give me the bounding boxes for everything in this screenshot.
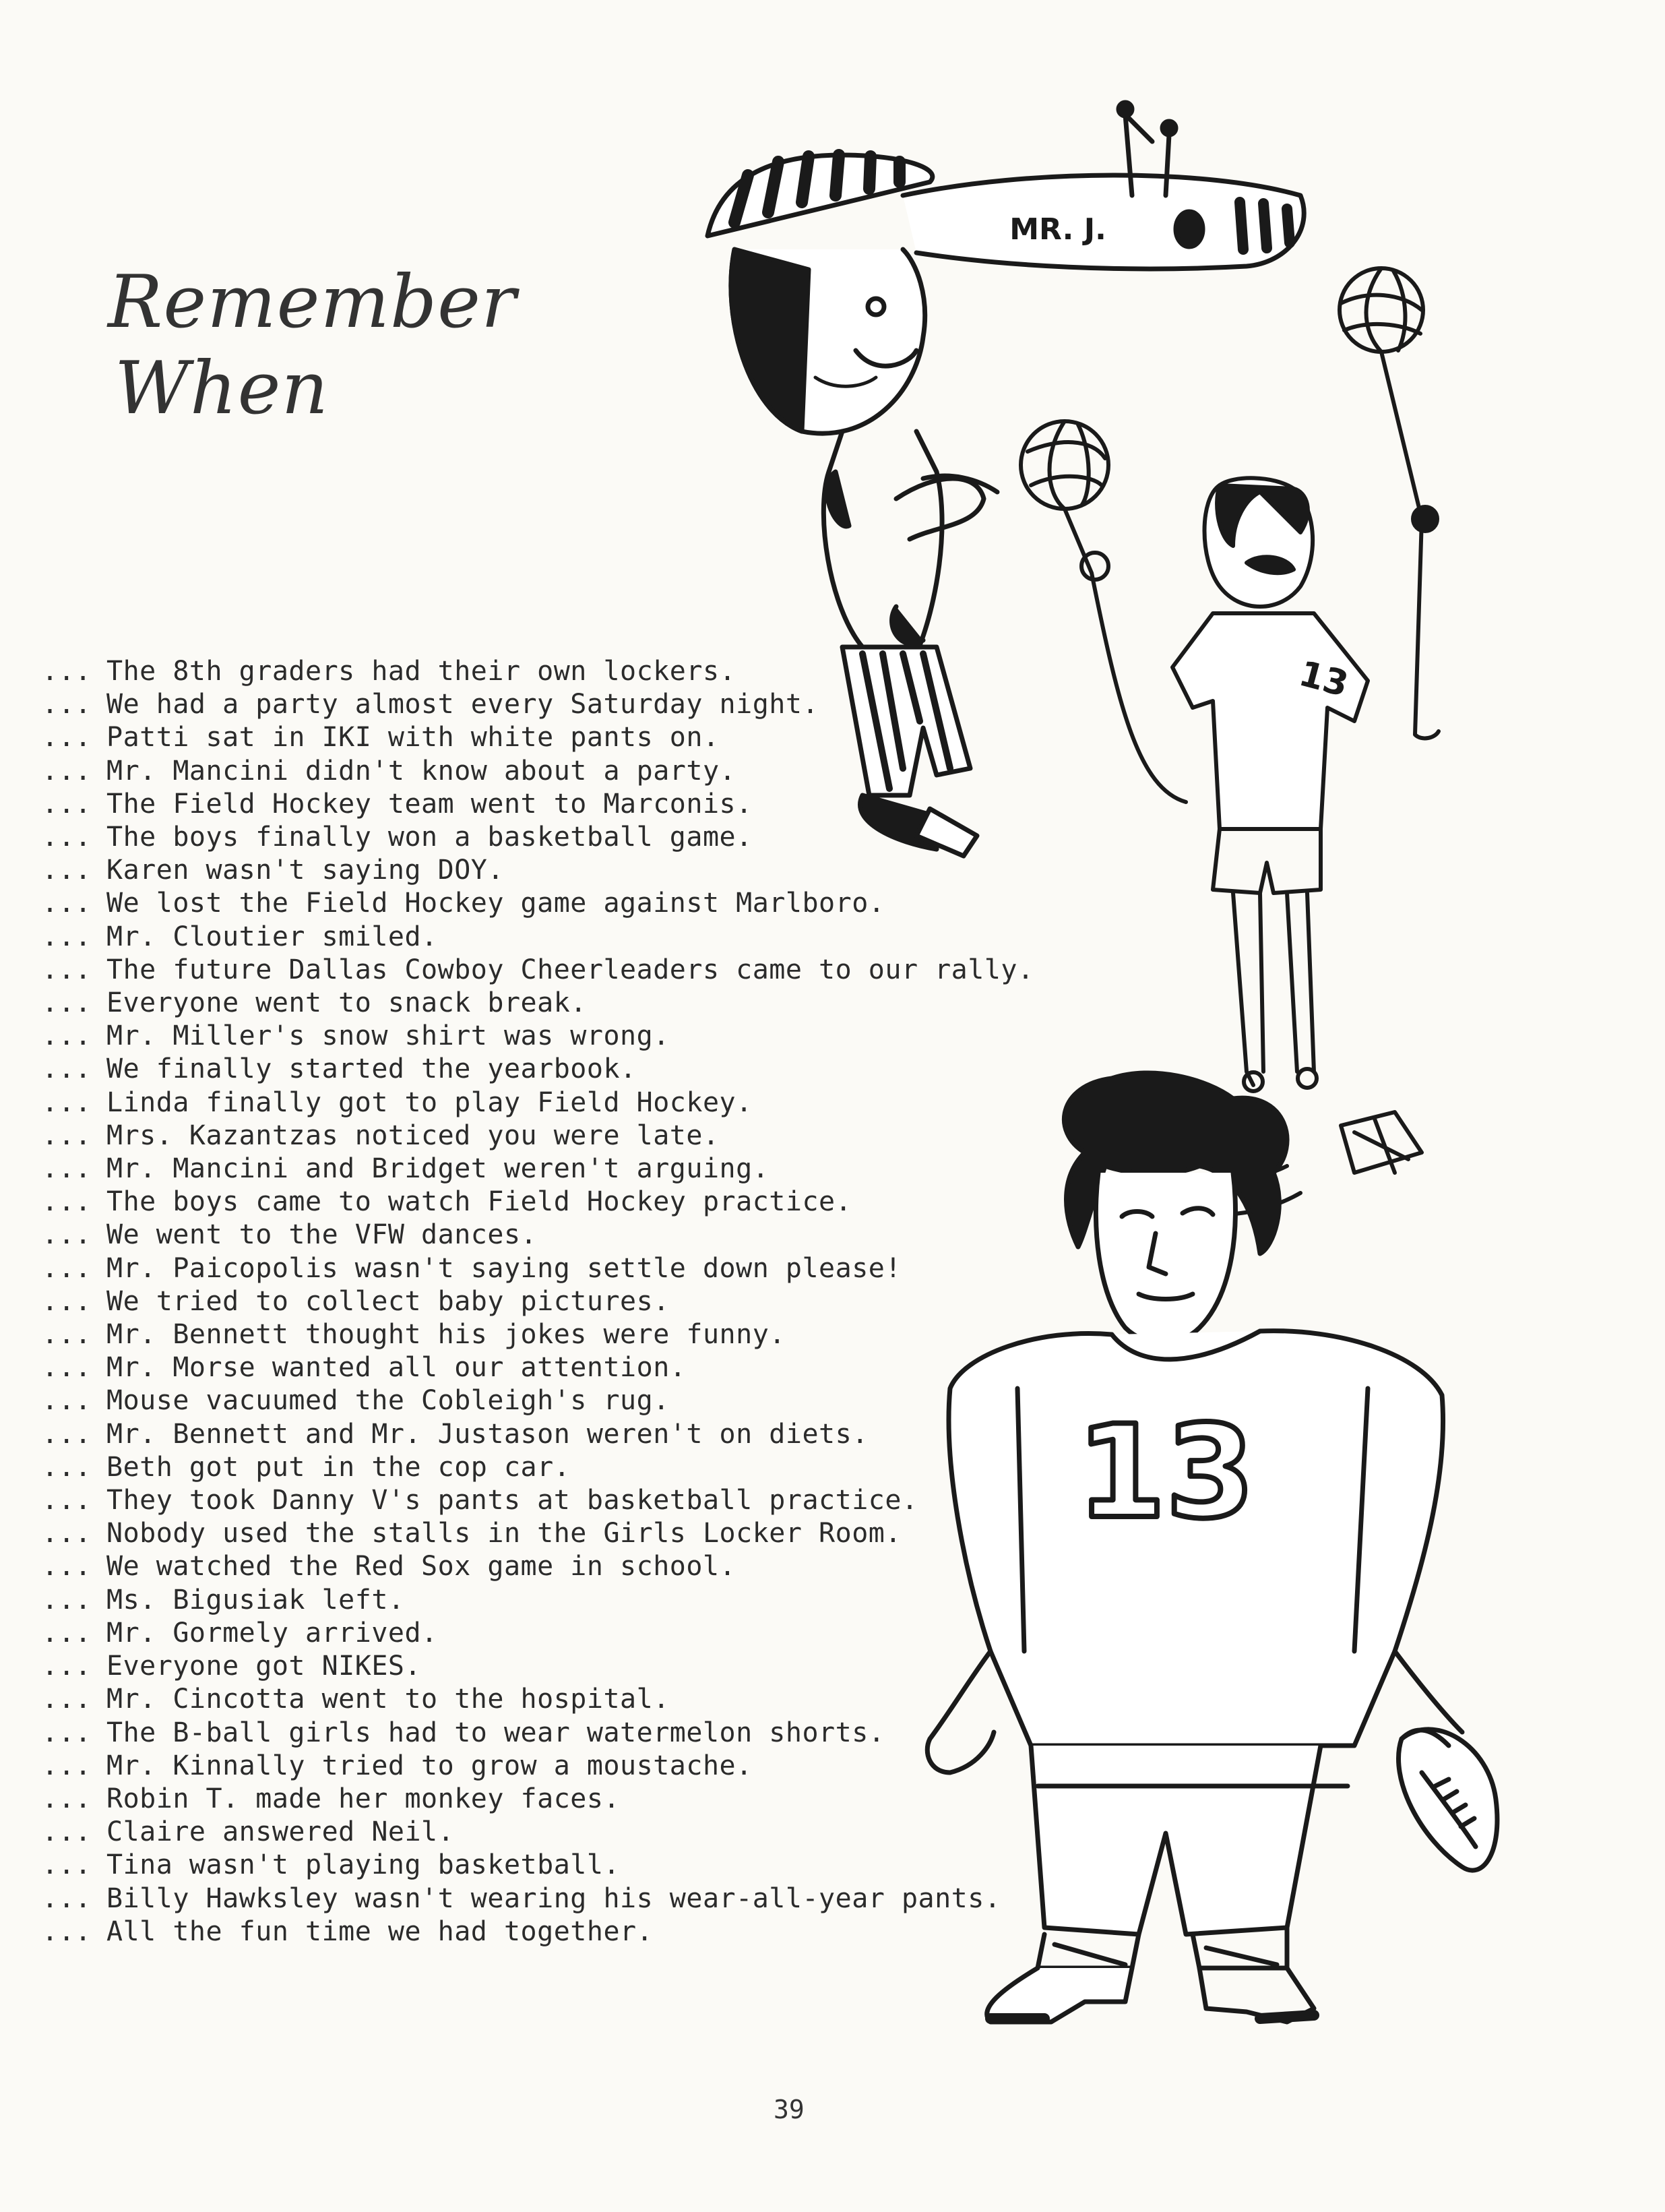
list-item: ... We tried to collect baby pictures. bbox=[42, 1285, 670, 1317]
list-item: ... We had a party almost every Saturday night. bbox=[42, 689, 819, 720]
jersey-number-large: 13 bbox=[1076, 1398, 1255, 1547]
list-item: ... Mouse vacuumed the Cobleigh's rug. bbox=[42, 1385, 670, 1417]
blimp-label: MR. J. bbox=[1009, 212, 1106, 247]
list-item: ... The Field Hockey team went to Marconis. bbox=[42, 788, 753, 820]
list-item: ... Mr. Kinnally tried to grow a moustache. bbox=[42, 1750, 753, 1781]
list-item: ... Mrs. Kazantzas noticed you were late. bbox=[42, 1119, 720, 1151]
list-item: ... Robin T. made her monkey faces. bbox=[42, 1783, 621, 1814]
list-item: ... Beth got put in the cop car. bbox=[42, 1451, 571, 1483]
list-item: ... Ms. Bigusiak left. bbox=[42, 1584, 405, 1616]
list-item: ... We went to the VFW dances. bbox=[42, 1219, 538, 1251]
list-item: ... Mr. Miller's snow shirt was wrong. bbox=[42, 1020, 670, 1052]
page-number: 39 bbox=[774, 2095, 805, 2124]
list-item: ... All the fun time we had together. bbox=[42, 1915, 654, 1947]
list-item: ... Claire answered Neil. bbox=[42, 1816, 455, 1848]
list-item: ... We finally started the yearbook. bbox=[42, 1053, 637, 1085]
list-item: ... We watched the Red Sox game in school. bbox=[42, 1551, 736, 1583]
football-player-drawing bbox=[883, 1072, 1530, 2056]
list-item: ... Mr. Morse wanted all our attention. bbox=[42, 1352, 687, 1384]
list-item: ... We lost the Field Hockey game against Marlboro. bbox=[42, 888, 885, 919]
list-item: ... Mr. Bennett and Mr. Justason weren't on diets. bbox=[42, 1418, 869, 1450]
list-item: ... Nobody used the stalls in the Girls Locker Room. bbox=[42, 1518, 902, 1549]
list-item: ... The boys finally won a basketball game. bbox=[42, 822, 753, 853]
list-item: ... Patti sat in IKI with white pants on. bbox=[42, 722, 720, 754]
list-item: ... The future Dallas Cowboy Cheerleaders came to our rally. bbox=[42, 954, 1034, 985]
title-line-1: Remember bbox=[108, 260, 517, 344]
list-item: ... Everyone got NIKES. bbox=[42, 1651, 422, 1682]
list-item: ... Tina wasn't playing basketball. bbox=[42, 1849, 621, 1881]
title-line-2: When bbox=[115, 346, 329, 431]
list-item: ... The B-ball girls had to wear watermelon shorts. bbox=[42, 1717, 885, 1748]
list-item: ... Mr. Paicopolis wasn't saying settle down please! bbox=[42, 1252, 902, 1284]
list-item: ... Mr. Gormely arrived. bbox=[42, 1617, 438, 1649]
list-item: ... Linda finally got to play Field Hockey. bbox=[42, 1086, 753, 1118]
list-item: ... The boys came to watch Field Hockey practice. bbox=[42, 1186, 852, 1218]
list-item: ... Mr. Cloutier smiled. bbox=[42, 921, 438, 952]
list-item: ... They took Danny V's pants at basketball practice. bbox=[42, 1485, 918, 1516]
list-item: ... Karen wasn't saying DOY. bbox=[42, 855, 504, 886]
page-title bbox=[108, 259, 517, 432]
list-item: ... Mr. Mancini and Bridget weren't arguing. bbox=[42, 1153, 769, 1185]
list-item: ... Billy Hawksley wasn't wearing his wear-all-year pants. bbox=[42, 1882, 1001, 1914]
list-item: ... The 8th graders had their own lockers. bbox=[42, 656, 736, 687]
jersey-number-small: 13 bbox=[1294, 653, 1353, 706]
list-item: ... Mr. Bennett thought his jokes were funny. bbox=[42, 1319, 786, 1351]
list-item: ... Mr. Mancini didn't know about a party. bbox=[42, 755, 736, 787]
list-item: ... Everyone went to snack break. bbox=[42, 987, 587, 1019]
list-item: ... Mr. Cincotta went to the hospital. bbox=[42, 1684, 670, 1715]
